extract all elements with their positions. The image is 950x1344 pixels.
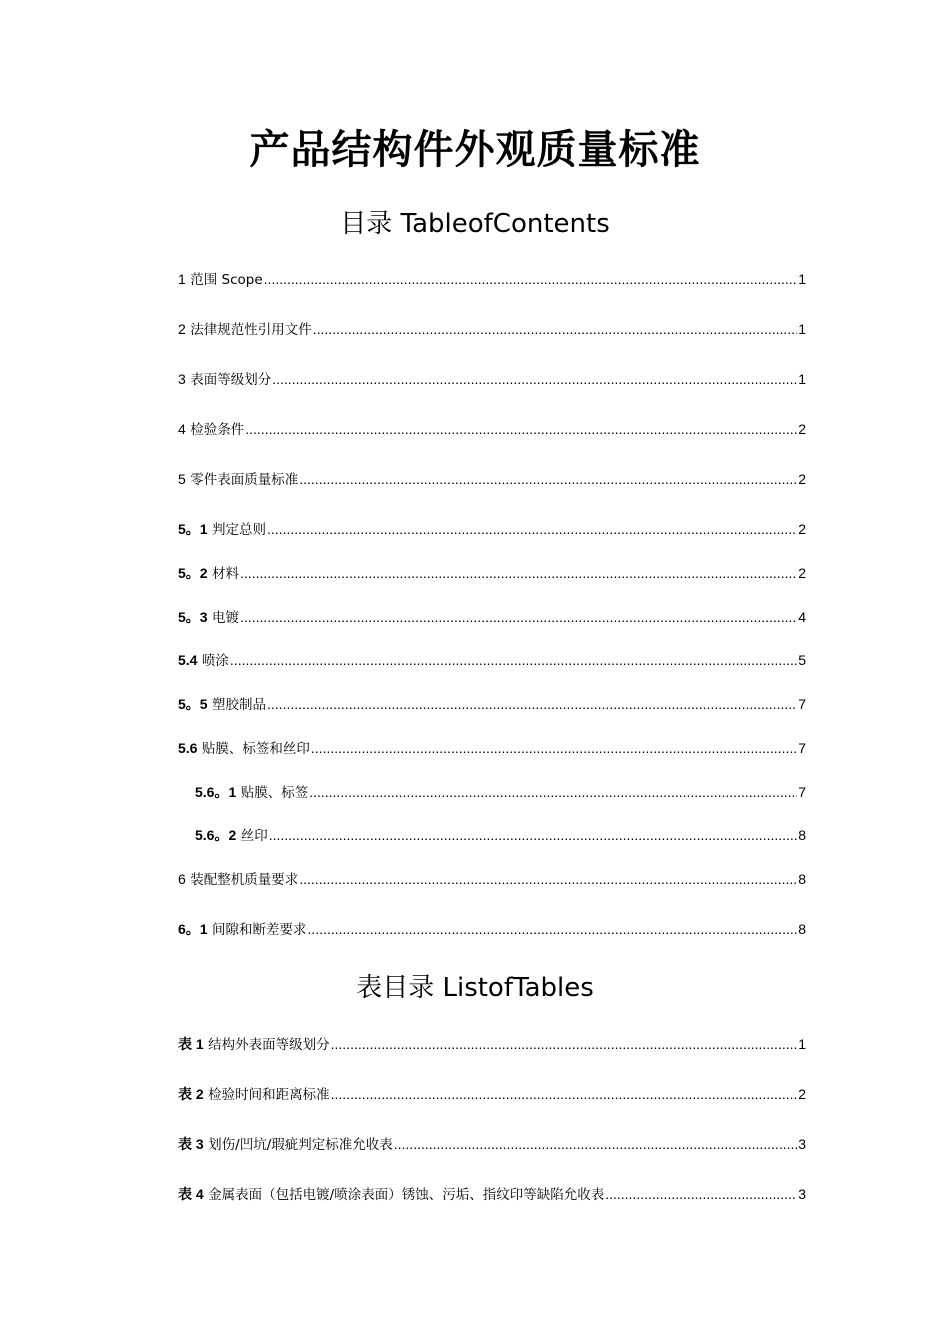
toc-entry-page: 8	[798, 871, 806, 887]
toc-entry-title: 装配整机质量要求	[190, 872, 299, 888]
toc-entry-title: 塑胶制品	[212, 697, 267, 713]
dot-leader	[308, 918, 798, 941]
toc-entry-title: 电镀	[212, 610, 240, 626]
toc-entry-number: 5。2	[178, 565, 208, 581]
toc-entry-number: 5.6。1	[195, 784, 237, 800]
toc-entry-number: 5	[178, 471, 186, 487]
dot-leader	[272, 368, 797, 391]
toc-entry-title: 丝印	[240, 828, 268, 844]
toc-entry-page: 4	[798, 609, 806, 625]
dot-leader	[299, 868, 797, 891]
dot-leader	[313, 318, 797, 341]
toc-entry-title: 范围 Scope	[190, 272, 263, 288]
dot-leader	[267, 518, 797, 541]
toc-entry-number: 5.6	[178, 740, 198, 756]
toc-entry-page: 8	[798, 921, 806, 937]
dot-leader	[394, 1133, 797, 1156]
toc-entry-page: 1	[798, 321, 806, 337]
toc-entry-title: 贴膜、标签和丝印	[201, 741, 310, 757]
toc-entry-title: 材料	[212, 566, 240, 582]
dot-leader	[331, 1083, 798, 1106]
toc-entry-5-3[interactable]	[178, 606, 806, 628]
dot-leader	[309, 781, 797, 804]
toc-entry-title: 喷涂	[201, 653, 229, 669]
dot-leader	[264, 268, 798, 291]
toc-entry-5-6-1[interactable]	[195, 781, 806, 803]
lot-entry-4[interactable]	[178, 1183, 806, 1205]
lot-entry-1[interactable]	[178, 1033, 806, 1055]
dot-leader	[331, 1033, 798, 1056]
lot-entry-number: 表 4	[178, 1186, 204, 1202]
dot-leader	[240, 606, 797, 629]
lot-entry-3[interactable]	[178, 1133, 806, 1155]
toc-entry-number: 4	[178, 421, 186, 437]
dot-leader	[267, 693, 797, 716]
lot-entry-2[interactable]	[178, 1083, 806, 1105]
lot-entry-number: 表 2	[178, 1086, 204, 1102]
toc-entry-1[interactable]	[178, 268, 806, 290]
lot-entry-title: 检验时间和距离标准	[208, 1087, 330, 1103]
toc-entry-number: 5。3	[178, 609, 208, 625]
toc-entry-page: 2	[798, 471, 806, 487]
toc-entry-6-1[interactable]	[178, 918, 806, 940]
dot-leader	[230, 649, 797, 672]
toc-heading: 目录 TableofContents	[340, 209, 610, 239]
toc-entry-page: 2	[798, 521, 806, 537]
toc-entry-page: 7	[798, 784, 806, 800]
toc-entry-5-6-2[interactable]	[195, 824, 806, 846]
toc-entry-title: 判定总则	[212, 522, 267, 538]
toc-entry-number: 6。1	[178, 921, 208, 937]
dot-leader	[245, 418, 797, 441]
toc-entry-number: 5.4	[178, 652, 198, 668]
toc-entry-5-2[interactable]	[178, 562, 806, 584]
toc-entry-6[interactable]	[178, 868, 806, 890]
lot-entry-page: 3	[798, 1136, 806, 1152]
dot-leader	[299, 468, 797, 491]
dot-leader	[269, 824, 798, 847]
toc-entry-title: 法律规范性引用文件	[190, 322, 312, 338]
toc-entry-page: 2	[798, 421, 806, 437]
toc-entry-number: 1	[178, 271, 186, 287]
toc-entry-page: 5	[798, 652, 806, 668]
toc-entry-5-6[interactable]	[178, 737, 806, 759]
document-title: 产品结构件外观质量标准	[249, 126, 701, 173]
toc-entry-title: 零件表面质量标准	[190, 472, 299, 488]
toc-entry-2[interactable]	[178, 318, 806, 340]
toc-entry-title: 表面等级划分	[190, 372, 272, 388]
toc-entry-number: 2	[178, 321, 186, 337]
toc-entry-5-4[interactable]	[178, 649, 806, 671]
toc-entry-page: 7	[798, 696, 806, 712]
toc-entry-page: 7	[798, 740, 806, 756]
toc-entry-page: 1	[798, 371, 806, 387]
lot-entry-title: 金属表面（包括电镀/喷涂表面）锈蚀、污垢、指纹印等缺陷允收表	[208, 1187, 605, 1203]
dot-leader	[605, 1183, 797, 1206]
toc-entry-number: 5。5	[178, 696, 208, 712]
toc-entry-5-1[interactable]	[178, 518, 806, 540]
lot-entry-title: 结构外表面等级划分	[208, 1037, 330, 1053]
lot-entry-number: 表 3	[178, 1136, 204, 1152]
lot-entry-number: 表 1	[178, 1036, 204, 1052]
toc-entry-3[interactable]	[178, 368, 806, 390]
lot-entry-page: 1	[798, 1036, 806, 1052]
dot-leader	[240, 562, 797, 585]
toc-entry-5[interactable]	[178, 468, 806, 490]
lot-heading: 表目录 ListofTables	[356, 973, 594, 1003]
toc-entry-number: 5。1	[178, 521, 208, 537]
dot-leader	[311, 737, 797, 760]
toc-entry-5-5[interactable]	[178, 693, 806, 715]
lot-entry-page: 3	[798, 1186, 806, 1202]
toc-entry-4[interactable]	[178, 418, 806, 440]
toc-entry-page: 2	[798, 565, 806, 581]
toc-entry-title: 间隙和断差要求	[212, 922, 307, 938]
toc-entry-number: 6	[178, 871, 186, 887]
toc-entry-page: 8	[798, 827, 806, 843]
toc-entry-number: 3	[178, 371, 186, 387]
toc-entry-title: 检验条件	[190, 422, 245, 438]
toc-entry-number: 5.6。2	[195, 827, 237, 843]
lot-entry-page: 2	[798, 1086, 806, 1102]
toc-entry-page: 1	[798, 271, 806, 287]
toc-entry-title: 贴膜、标签	[240, 785, 309, 801]
lot-entry-title: 划伤/凹坑/瑕疵判定标准允收表	[208, 1137, 393, 1153]
